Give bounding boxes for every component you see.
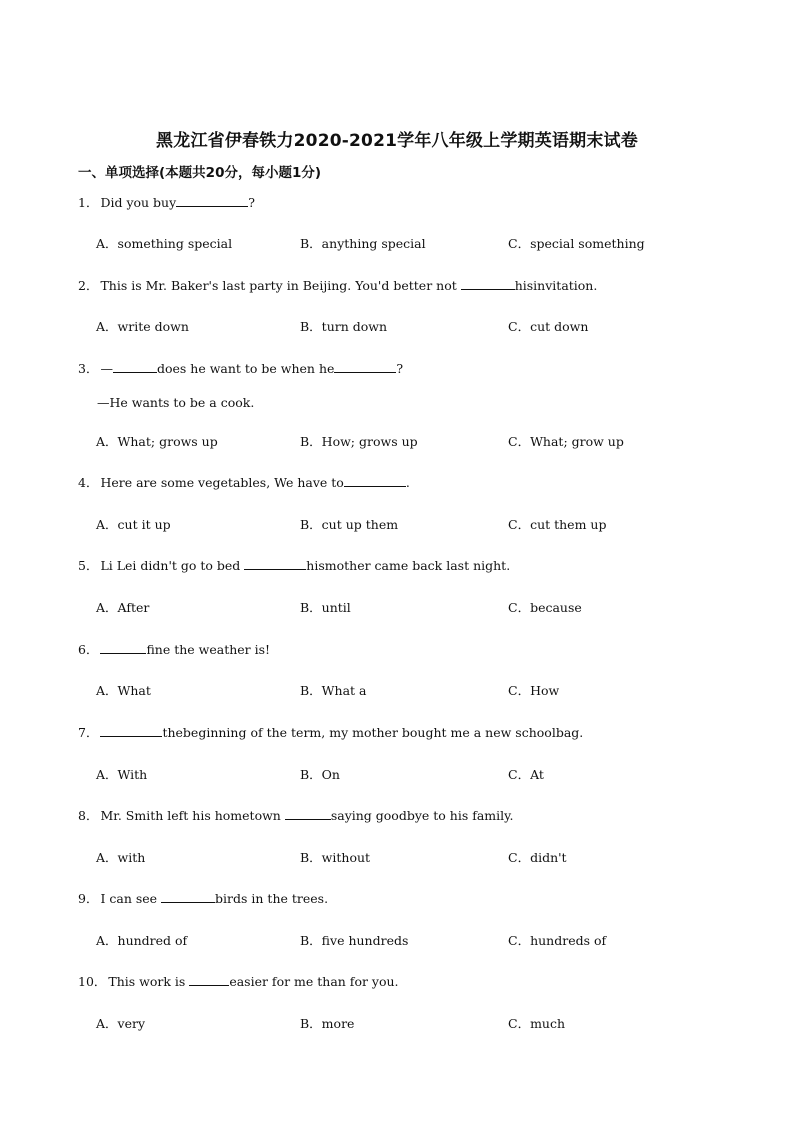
question-number: 4． — [78, 475, 99, 490]
question-number: 8． — [78, 808, 99, 823]
option-c: C．What; grow up — [508, 434, 624, 449]
question-text: saying goodbye to his family. — [330, 808, 514, 823]
answer-blank — [189, 973, 229, 986]
question-number: 7． — [78, 725, 99, 740]
option-b: B．On — [300, 767, 340, 782]
option-a: A．After — [96, 600, 150, 615]
option-c: C．At — [508, 767, 544, 782]
question-4 — [78, 473, 410, 491]
answer-blank — [461, 277, 515, 290]
question-text: . — [405, 475, 410, 490]
question-3 — [78, 359, 403, 377]
question-number: 6． — [78, 642, 99, 657]
question-text: ? — [248, 195, 255, 210]
answer-blank — [334, 360, 396, 373]
question-8 — [78, 806, 514, 824]
question-text: — — [100, 361, 113, 376]
question-text: thebeginning of the term, my mother bought me a new schoolbag. — [162, 725, 584, 740]
option-c: C．cut them up — [508, 517, 607, 532]
answer-blank — [113, 360, 157, 373]
question-number: 10． — [78, 974, 107, 989]
question-text: Li Lei didn't go to bed — [100, 558, 245, 573]
option-a: A．cut it up — [96, 517, 171, 532]
question-text: birds in the trees. — [215, 891, 329, 906]
question-text: Here are some vegetables, We have to — [100, 475, 344, 490]
option-c: C．much — [508, 1016, 566, 1031]
answer-blank — [344, 474, 406, 487]
section-heading: 一、单项选择(本题共20分，每小题1分) — [78, 165, 322, 181]
question-2 — [78, 276, 597, 294]
answer-blank — [100, 724, 162, 737]
option-b: B．five hundreds — [300, 933, 409, 948]
option-b: B．cut up them — [300, 517, 399, 532]
option-a: A．very — [96, 1016, 146, 1031]
option-b: B．more — [300, 1016, 355, 1031]
question-reply: —He wants to be a cook. — [97, 395, 255, 410]
option-b: B．without — [300, 850, 371, 865]
option-a: A．What; grows up — [96, 434, 218, 449]
question-number: 5． — [78, 558, 99, 573]
question-5 — [78, 556, 510, 574]
option-c: C．cut down — [508, 319, 589, 334]
option-a: A．hundred of — [96, 933, 188, 948]
answer-blank — [161, 890, 215, 903]
answer-blank — [244, 557, 306, 570]
question-1 — [78, 193, 255, 211]
option-a: A．What — [96, 683, 151, 698]
question-10 — [78, 972, 399, 990]
question-text: ? — [396, 361, 404, 376]
question-9 — [78, 889, 328, 907]
question-text: hismother came back last night. — [306, 558, 511, 573]
option-b: B．anything special — [300, 236, 426, 251]
option-b: B．turn down — [300, 319, 388, 334]
option-b: B．What a — [300, 683, 367, 698]
question-text: Mr. Smith left his hometown — [100, 808, 285, 823]
exam-title: 黑龙江省伊春铁力2020-2021学年八年级上学期英语期末试卷 — [156, 131, 638, 151]
option-a: A．write down — [96, 319, 189, 334]
option-b: B．until — [300, 600, 351, 615]
option-c: C．didn't — [508, 850, 567, 865]
option-c: C．because — [508, 600, 582, 615]
option-c: C．How — [508, 683, 560, 698]
question-7 — [78, 723, 583, 741]
option-a: A．with — [96, 850, 146, 865]
question-6 — [78, 640, 270, 658]
question-text: hisinvitation. — [514, 278, 598, 293]
answer-blank — [176, 194, 248, 207]
answer-blank — [285, 807, 331, 820]
question-number: 2． — [78, 278, 99, 293]
option-c: C．hundreds of — [508, 933, 607, 948]
answer-blank — [100, 641, 146, 654]
question-number: 9． — [78, 891, 99, 906]
question-text: This is Mr. Baker's last party in Beijing. You'd better not — [100, 278, 461, 293]
option-a: A．With — [96, 767, 148, 782]
question-text: I can see — [100, 891, 162, 906]
option-b: B．How; grows up — [300, 434, 418, 449]
question-text: This work is — [108, 974, 190, 989]
question-number: 3． — [78, 361, 99, 376]
question-text: does he want to be when he — [156, 361, 335, 376]
question-number: 1． — [78, 195, 99, 210]
question-text: Did you buy — [100, 195, 177, 210]
question-text: fine the weather is! — [146, 642, 271, 657]
option-c: C．special something — [508, 236, 645, 251]
option-a: A．something special — [96, 236, 233, 251]
question-text: easier for me than for you. — [229, 974, 399, 989]
